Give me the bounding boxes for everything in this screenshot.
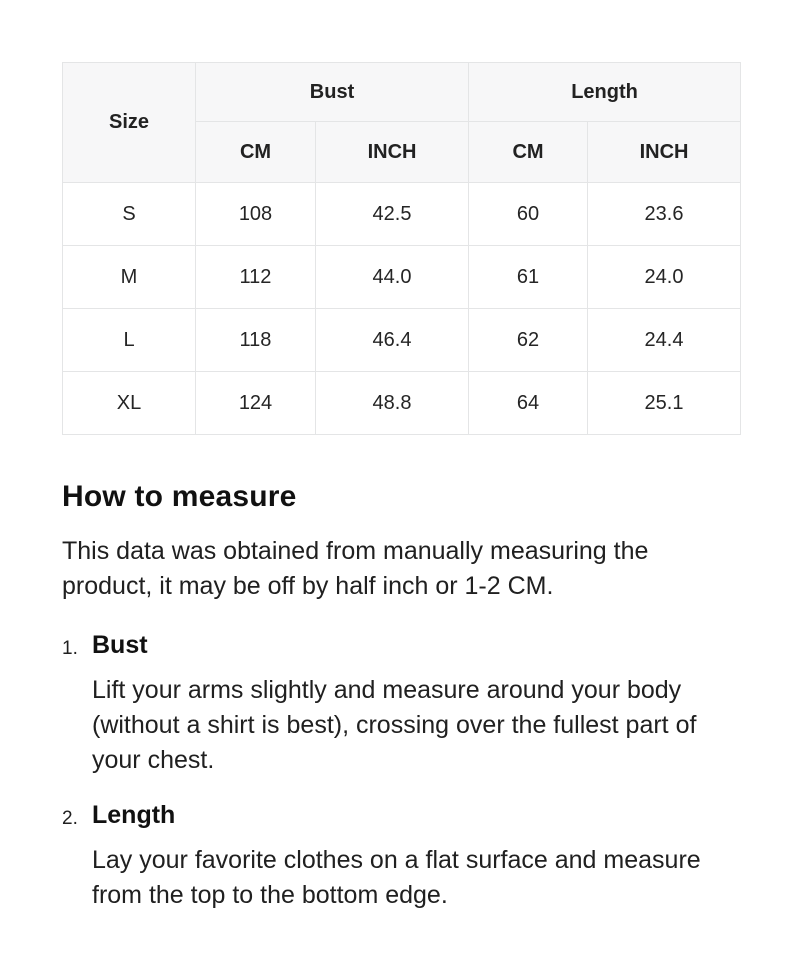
list-item-title: Length <box>92 801 176 829</box>
cell-bust-cm: 124 <box>196 372 316 435</box>
cell-length-inch: 23.6 <box>588 183 741 246</box>
list-item-title: Bust <box>92 631 148 659</box>
cell-bust-inch: 42.5 <box>316 183 469 246</box>
cell-length-cm: 61 <box>469 246 588 309</box>
size-chart-header <box>63 63 741 183</box>
list-item-number: 2. <box>62 808 78 829</box>
cell-bust-cm: 108 <box>196 183 316 246</box>
header-bust-cm: CM <box>196 122 316 183</box>
measure-steps-list <box>62 630 740 913</box>
cell-size: S <box>63 183 196 246</box>
how-to-measure-heading: How to measure <box>62 480 297 513</box>
list-item-description: Lay your favorite clothes on a flat surface and measure from the top to the bottom edge. <box>92 846 701 909</box>
cell-length-inch: 24.4 <box>588 309 741 372</box>
header-length-inch: INCH <box>588 122 741 183</box>
table-row-m <box>63 246 741 309</box>
cell-length-cm: 64 <box>469 372 588 435</box>
table-row-l <box>63 309 741 372</box>
header-bust-inch: INCH <box>316 122 469 183</box>
cell-size: L <box>63 309 196 372</box>
cell-bust-inch: 44.0 <box>316 246 469 309</box>
cell-bust-inch: 46.4 <box>316 309 469 372</box>
cell-length-inch: 24.0 <box>588 246 741 309</box>
header-size: Size <box>63 63 196 183</box>
list-item-bust <box>62 630 740 778</box>
list-item-description: Lift your arms slightly and measure around your body (without a shirt is best), crossing over the fullest part of your chest. <box>92 676 697 774</box>
header-group-row <box>63 63 741 122</box>
list-item-content <box>92 630 740 778</box>
cell-size: XL <box>63 372 196 435</box>
list-item-number: 1. <box>62 638 78 659</box>
list-item-content <box>92 800 740 913</box>
list-item-length <box>62 800 740 913</box>
measuring-disclaimer-text: This data was obtained from manually measuring the product, it may be off by half inch or 1-2 CM. <box>62 537 649 600</box>
cell-length-cm: 60 <box>469 183 588 246</box>
size-chart-body <box>63 183 741 435</box>
cell-length-inch: 25.1 <box>588 372 741 435</box>
cell-length-cm: 62 <box>469 309 588 372</box>
cell-bust-cm: 112 <box>196 246 316 309</box>
cell-bust-inch: 48.8 <box>316 372 469 435</box>
cell-bust-cm: 118 <box>196 309 316 372</box>
header-length: Length <box>469 63 741 122</box>
table-row-s <box>63 183 741 246</box>
header-bust: Bust <box>196 63 469 122</box>
cell-size: M <box>63 246 196 309</box>
header-length-cm: CM <box>469 122 588 183</box>
table-row-xl <box>63 372 741 435</box>
size-chart-table <box>62 62 741 435</box>
